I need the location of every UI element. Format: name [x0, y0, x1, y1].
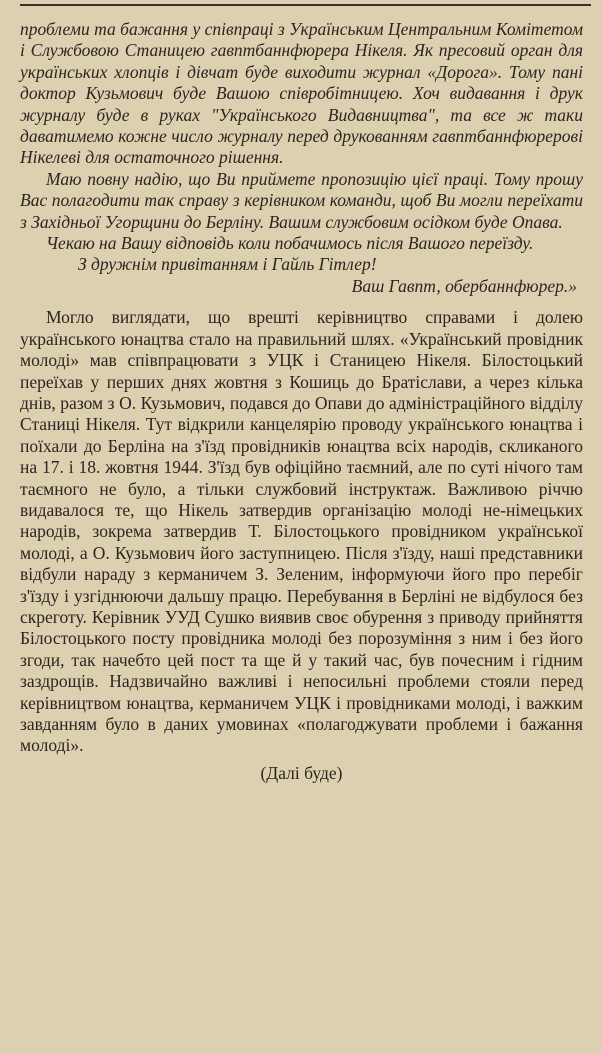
letter-signature: Ваш Гавпт, обербаннфюрер.»: [351, 275, 577, 296]
body-paragraph: Могло виглядати, що врешті керівництво справами і долею українського юнацтва стало на правильний шлях. «Український провідник молоді» мав співпрацювати з УЦК і Станицею Нікеля. Білостоцький переїхав у перших днях жовтня з Кошиць до Братіслави, а через кілька днів, разом з О. Кузьмович, подався до Опави до адміністраційного відділу Станиці Нікеля. Тут відкрили канцелярію проводу українського юнацтва і поїхали до Берліна на з'їзд провідників юнацтва всіх народів, скликаного на 17. і 18. жовтня 1944. З'їзд був офіційно таємний, але по суті нічого там таємного не було, а тільки службовий інструктаж. Важливою річчю видавалося те, що Нікель затвердив організацію молоді не-німецьких народів, зокрема затвердив Т. Білостоцького провідником української молоді, а О. Кузьмович його заступницею. Після з'їзду, наші представники відбули нараду з керманичем З. Зеленим, інформуючи його про перебіг з'їзду і узгіднюючи дальшу працю. Перебування в Берліні не відбулося без скреготу. Керівник УУД Сушко виявив своє обурення з приводу прийняття Білостоцького посту провідника молоді без порозуміння з ним і без його згоди, так начебто цей пост та ще й у такий час, був почесним і гідним заздрощів. Надзвичайно важливі і непосильні проблеми стояли перед керівництвом юнацтва, керманичем УЦК і провідниками молоді, і важким завданням було в даних умовинах «полагоджувати проблеми і бажання молоді».: [20, 307, 583, 756]
letter-paragraph-1: проблеми та бажання у співпраці з Українським Центральним Комітетом і Службовою Станицею гавптбаннфюрера Нікеля. Як пресовий орган для українських хлопців і дівчат буде виходити журнал «Дорога». Тому пані доктор Кузьмович буде Вашою співробітницею. Хоч видавання і друк журналу буде в руках "Українського Видавництва", та все ж таки даватимемо кожне число журналу перед друкованням гавптбаннфюрерові Нікелеві для остаточного рішення.: [20, 19, 583, 168]
letter-paragraph-3: Чекаю на Вашу відповідь коли побачимось після Вашого переїзду.: [46, 233, 534, 254]
letter-greeting: З дружнім привітанням і Гайль Гітлер!: [78, 254, 377, 275]
letter-paragraph-2: Маю повну надію, що Ви приймете пропозицію цієї праці. Тому прошу Вас полагодити так справу з керівником команди, щоб Ви могли переїхати з Західньої Угорщини до Берліну. Вашим службовим осідком буде Опава.: [20, 168, 583, 232]
top-rule: [20, 4, 591, 6]
continued-note: (Далі буде): [260, 762, 343, 783]
